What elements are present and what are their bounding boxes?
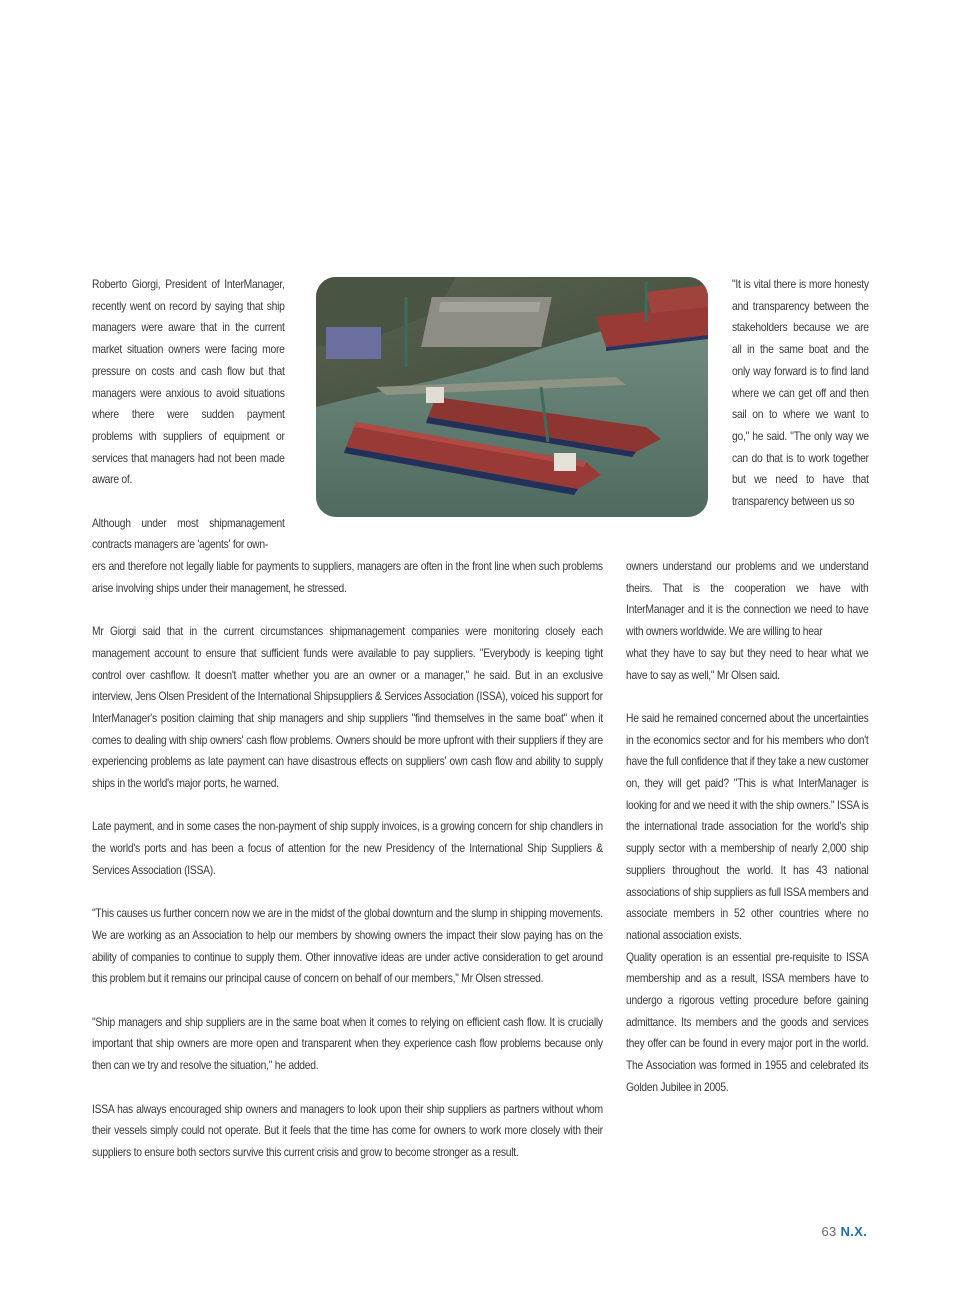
right-wrap-column [732,274,869,513]
brand-mark: N.X. [840,1224,867,1239]
paragraph: ers and therefore not legally liable for payments to suppliers, managers are often in the front line when such problems arise involving ships under their management, he stressed. [92,559,603,595]
paragraph: Late payment, and in some cases the non-payment of ship supply invoices, is a growing concern for ship chandlers in the world's ports and has been a focus of attention for the new Presidency of the International Ship Suppliers & Services Association (ISSA). [92,819,603,877]
paragraph: Quality operation is an essential pre-requisite to ISSA membership and as a result, ISSA members have to undergo a rigorous vetting procedure before gaining admittance. Its members and the goods and services they offer can be found in every major port in the world. The Association was formed in 1955 and celebrated its Golden Jubilee in 2005. [626,949,869,1094]
right-main-column [626,556,869,1099]
paragraph: Roberto Giorgi, President of InterManager, recently went on record by saying that ship managers were aware that in the current market situation owners were facing more pressure on costs and cash flow but that managers were anxious to avoid situations where there were sudden payment problems with suppliers of equipment or services that managers had not been made aware of. [92,277,285,487]
shipyard-photo-icon [316,277,708,517]
left-wrap-column [92,274,285,556]
paragraph: what they have to say but they need to hear what we have to say as well," Mr Olsen said. [626,645,869,682]
paragraph: "This causes us further concern now we are in the midst of the global downturn and the slump in shipping movements. We are working as an Association to help our members by showing owners the impact their slow paying has on the ability of companies to continue to supply them. Other innovative ideas are under active consideration to get around this problem but it remains our principal cause of concern on behalf of our members," Mr Olsen stressed. [92,906,603,986]
paragraph: "It is vital there is more honesty and transparency between the stakeholders because we are all in the same boat and the only way forward is to find land where we can get off and then sail on to where we want to go," he said. "The only way we can do that is to work together but we need to have that transparency between us so [732,277,869,509]
page-number: 63 [821,1224,837,1239]
shipyard-photo [316,277,708,517]
page-footer [821,1224,867,1239]
left-main-column [92,556,603,1164]
paragraph: Mr Giorgi said that in the current circumstances shipmanagement companies were monitoring closely each management account to ensure that sufficient funds were available to pay suppliers. "Everybody is keeping tight control over cashflow. It doesn't matter whether you are an owner or a manager," he said. But in an exclusive interview, Jens Olsen President of the International Shipsuppliers & Services Association (ISSA), voiced his support for InterManager's position claiming that ship managers and ship suppliers "find themselves in the same boat" when it comes to dealing with ship owners' cash flow problems. Owners should be more upfront with their suppliers if they are experiencing problems as late payment can have disastrous effects on suppliers' own cash flow and ability to supply ships in the world's major ports, he warned. [92,624,603,791]
paragraph: "Ship managers and ship suppliers are in the same boat when it comes to relying on efficient cash flow. It is crucially important that ship owners are more open and transparent when they experience cash flow problems because only then can we try and resolve the situation," he added. [92,1014,603,1073]
paragraph: owners understand our problems and we understand theirs. That is the cooperation we have with InterManager and it is the connection we need to have with owners worldwide. We are willing to hear [626,559,869,639]
paragraph: He said he remained concerned about the uncertainties in the economics sector and for his members who don't have the full confidence that if they take a new customer on, they will get paid? "This is what InterManager is looking for and we need it with the ship owners." ISSA is the international trade association for the world's ship supply sector with a membership of nearly 2,000 ship suppliers throughout the world. It has 43 national associations of ship suppliers as full ISSA members and associate members in 52 other countries where no national association exists. [626,710,869,942]
paragraph: ISSA has always encouraged ship owners and managers to look upon their ship suppliers as partners without whom their vessels simply could not operate. But it feels that the time has come for owners to work more closely with their suppliers to ensure both sectors survive this current crisis and grow to become stronger as a result. [92,1101,603,1159]
paragraph: Although under most shipmanagement contracts managers are 'agents' for own- [92,515,285,552]
